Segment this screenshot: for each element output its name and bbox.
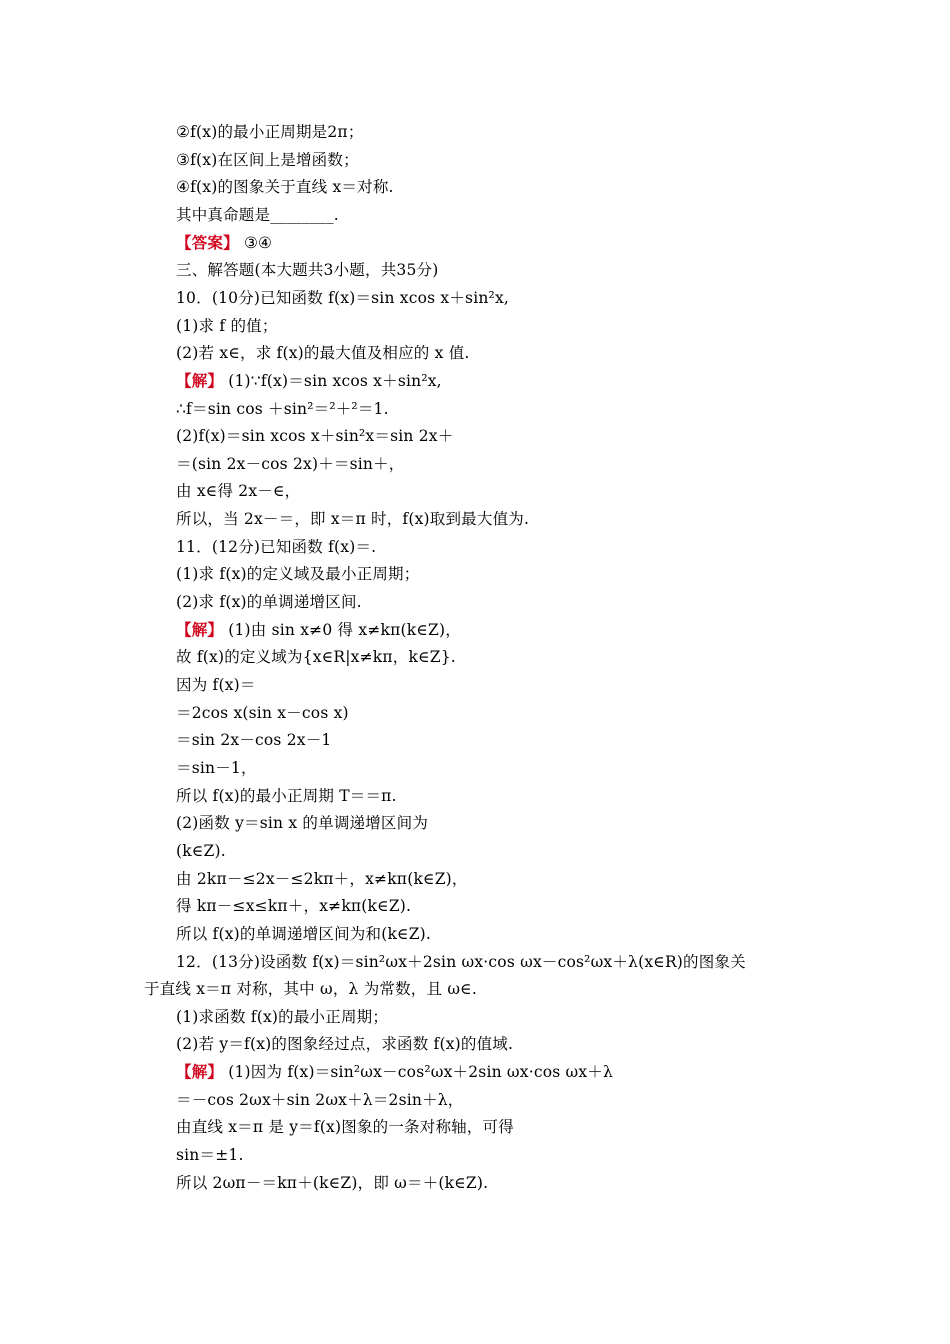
text-line (176, 813, 428, 833)
text-line (176, 454, 405, 474)
line-text: 所以 f(x)的最小正周期 T＝＝π. (176, 786, 397, 805)
text-line (176, 343, 470, 363)
text-line (176, 481, 300, 501)
text-line (176, 1062, 613, 1082)
text-line (176, 1173, 488, 1193)
line-text: sin＝±1. (176, 1146, 244, 1164)
line-text: ③④ (238, 233, 273, 252)
text-line (176, 537, 376, 557)
text-line (176, 399, 389, 419)
text-line (176, 758, 257, 778)
line-text: 所以 2ωπ－＝kπ＋(k∈Z)，即 ω＝＋(k∈Z). (176, 1173, 489, 1192)
text-line (176, 952, 746, 972)
line-text: (1)求函数 f(x)的最小正周期； (176, 1007, 389, 1026)
answer-tag: 【答案】 (176, 232, 239, 252)
line-text: ④f(x)的图象关于直线 x＝对称. (176, 178, 394, 197)
text-line (176, 592, 362, 612)
text-line (176, 647, 456, 667)
line-text: (1)由 sin x≠0 得 x≠kπ(k∈Z)， (223, 620, 461, 639)
line-text: (k∈Z). (176, 841, 226, 860)
line-text: (2)若 x∈，求 f(x)的最大值及相应的 x 值. (176, 344, 470, 363)
line-text: 所以，当 2x－＝，即 x＝π 时，f(x)取到最大值为. (176, 510, 530, 529)
text-line (176, 564, 419, 584)
line-text: (2)函数 y＝sin x 的单调递增区间为 (176, 814, 429, 833)
text-line (176, 426, 453, 446)
text-line (176, 288, 509, 308)
text-line (176, 316, 278, 336)
line-text: ＝(sin 2x－cos 2x)＋＝sin＋， (176, 454, 405, 473)
line-text: (2)求 f(x)的单调递增区间. (176, 593, 362, 611)
text-line (176, 1090, 464, 1110)
text-line (176, 177, 394, 197)
text-line (176, 869, 468, 889)
line-text: 由直线 x＝π 是 y＝f(x)图象的一条对称轴，可得 (176, 1118, 514, 1137)
text-line (176, 1007, 388, 1027)
line-text: (2)若 y＝f(x)的图象经过点，求函数 f(x)的值域. (176, 1035, 514, 1054)
answer-tag: 【解】 (176, 619, 224, 639)
line-text: 所以 f(x)的单调递增区间为和(k∈Z). (176, 924, 432, 943)
text-line (176, 786, 397, 806)
line-text: 故 f(x)的定义域为{x∈R|x≠kπ，k∈Z}. (176, 648, 456, 667)
line-text: (1)求 f(x)的定义域及最小正周期； (176, 565, 420, 584)
text-line (176, 150, 359, 170)
text-line (176, 896, 411, 916)
answer-tag: 【解】 (176, 370, 224, 390)
line-text: 12．(13分)设函数 f(x)＝sin²ωx＋2sin ωx·cos ωx－cos²ωx＋λ(x∈R)的图象关 (176, 952, 746, 971)
text-line (144, 979, 477, 999)
text-line (176, 703, 349, 723)
text-line (176, 371, 442, 391)
text-line (176, 924, 431, 944)
text-line (176, 205, 339, 225)
text-line (176, 675, 256, 695)
text-line (176, 233, 272, 253)
line-text: 因为 f(x)＝ (176, 676, 256, 694)
line-text: ＝sin－1， (176, 758, 257, 777)
line-text: 于直线 x＝π 对称，其中 ω，λ 为常数，且 ω∈. (144, 980, 477, 999)
text-line (176, 1034, 513, 1054)
line-text: (1)因为 f(x)＝sin²ωx－cos²ωx＋2sin ωx·cos ωx＋λ (223, 1063, 614, 1082)
line-text: 三、解答题(本大题共3小题，共35分) (176, 261, 439, 280)
line-text: 11．(12分)已知函数 f(x)＝. (176, 537, 377, 556)
line-text: 由 2kπ－≤2x－≤2kπ＋，x≠kπ(k∈Z)， (176, 869, 468, 888)
line-text: ＝－cos 2ωx＋sin 2ωx＋λ＝2sin＋λ， (176, 1090, 464, 1109)
text-line (176, 620, 461, 640)
text-line (176, 509, 529, 529)
text-line (176, 260, 438, 280)
line-text: 得 kπ－≤x≤kπ＋，x≠kπ(k∈Z). (176, 897, 412, 916)
line-text: ∴f＝sin cos ＋sin²＝²＋²＝1. (176, 399, 389, 418)
line-text: ＝2cos x(sin x－cos x) (176, 703, 349, 722)
line-text: 10．(10分)已知函数 f(x)＝sin xcos x＋sin²x, (176, 288, 510, 307)
text-line (176, 841, 226, 861)
line-text: ②f(x)的最小正周期是2π； (176, 123, 364, 141)
line-text: (1)求 f 的值； (176, 316, 278, 335)
text-line (176, 122, 364, 142)
text-line (176, 1117, 514, 1137)
line-text: 其中真命题是________. (176, 205, 339, 224)
line-text: ③f(x)在区间上是增函数； (176, 150, 359, 169)
text-line (176, 1145, 244, 1165)
line-text: (1)∵f(x)＝sin xcos x＋sin²x, (223, 371, 442, 390)
text-line (176, 730, 331, 750)
line-text: 由 x∈得 2x－∈， (176, 482, 301, 501)
answer-tag: 【解】 (176, 1062, 224, 1082)
line-text: ＝sin 2x－cos 2x－1 (176, 731, 332, 750)
line-text: (2)f(x)＝sin xcos x＋sin²x＝sin 2x＋ (176, 427, 454, 446)
